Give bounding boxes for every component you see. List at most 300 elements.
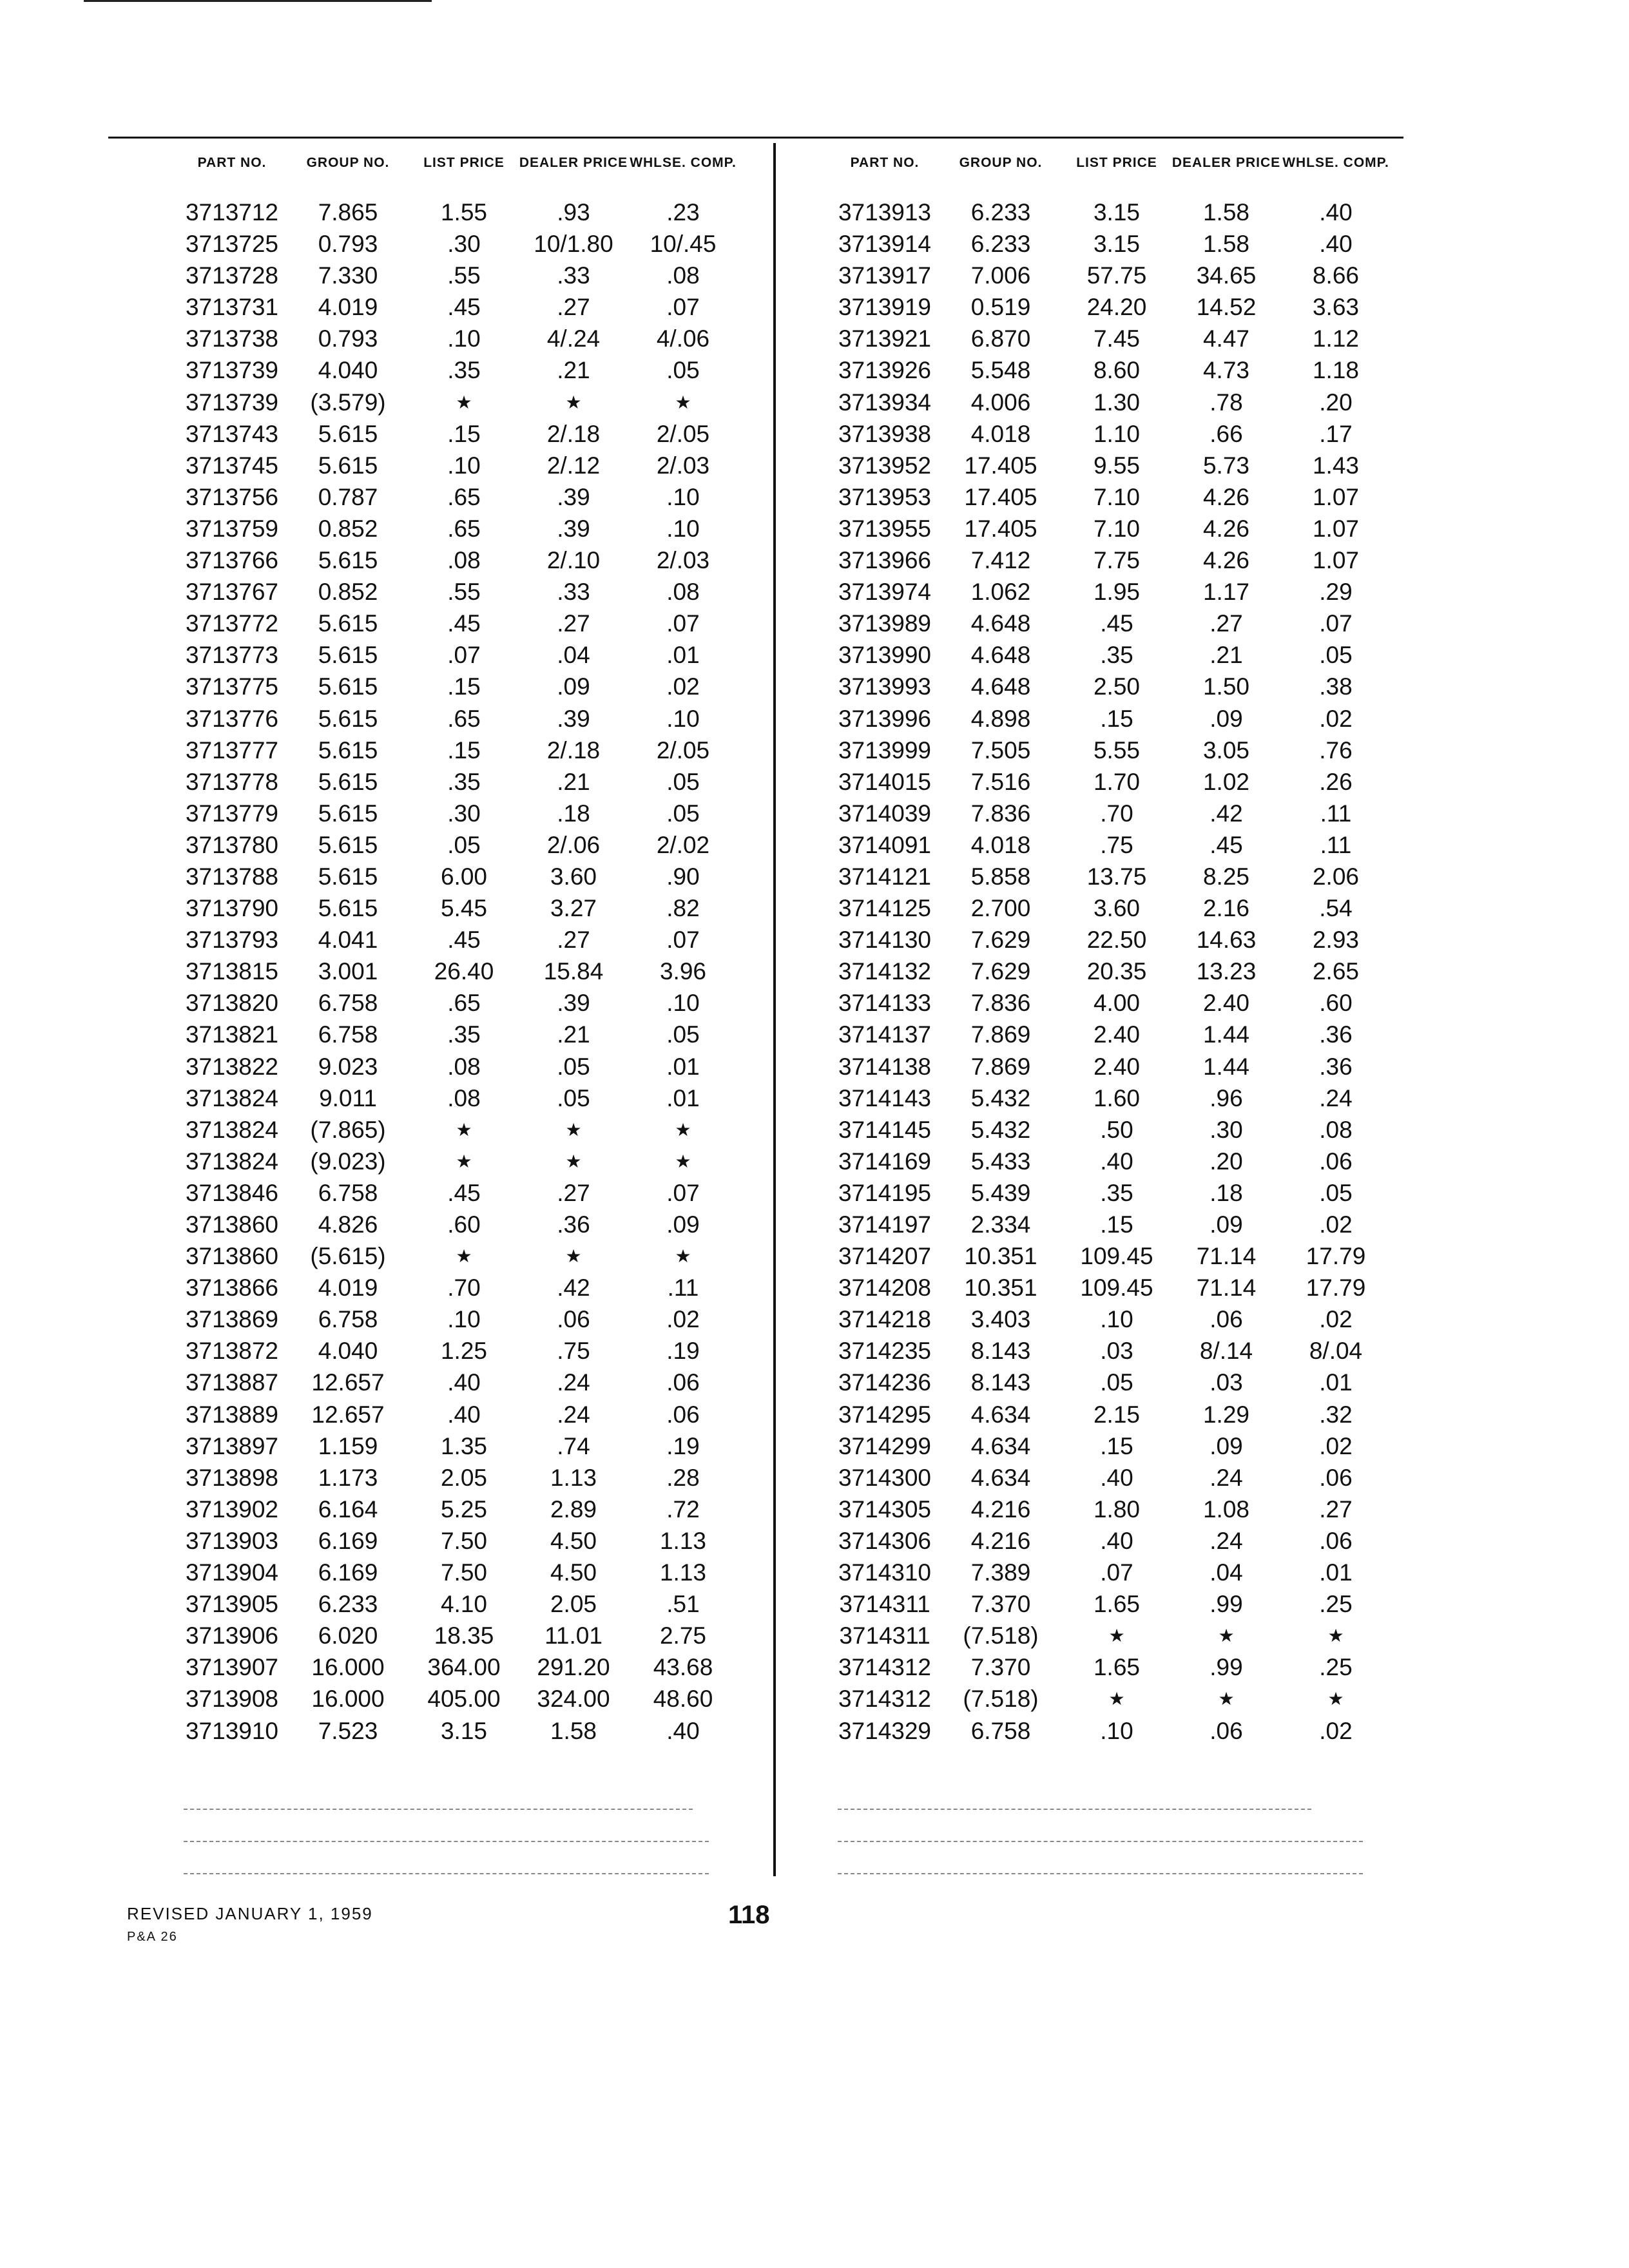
group-no-cell: 5.615 <box>318 673 378 700</box>
list-price-cell: .08 <box>447 1053 481 1080</box>
group-no-cell: (3.579) <box>310 389 386 416</box>
list-price-cell: 5.45 <box>440 895 487 922</box>
whlse-comp-cell: .08 <box>666 262 700 289</box>
blank-rule <box>184 1809 693 1810</box>
group-no-cell: 0.793 <box>318 231 378 258</box>
dealer-price-cell: .24 <box>1210 1464 1243 1491</box>
list-price-cell: 7.50 <box>440 1527 487 1554</box>
whlse-comp-cell: ★ <box>1327 1626 1344 1646</box>
part-no-cell: 3714197 <box>838 1211 932 1238</box>
group-no-cell: 5.615 <box>318 831 378 858</box>
whlse-comp-cell: .07 <box>666 1179 700 1206</box>
list-price-cell: 5.25 <box>440 1495 487 1523</box>
list-price-cell: 1.60 <box>1093 1084 1140 1111</box>
dealer-price-cell: 1.44 <box>1202 1021 1249 1048</box>
whlse-comp-cell: .06 <box>1319 1148 1353 1175</box>
group-no-cell: (7.518) <box>963 1686 1039 1713</box>
whlse-comp-cell: 1.43 <box>1312 452 1359 479</box>
part-no-cell: 3713869 <box>185 1306 279 1333</box>
dealer-price-cell: .05 <box>557 1084 590 1111</box>
whlse-comp-cell: ★ <box>675 392 691 412</box>
list-price-cell: .15 <box>1100 705 1133 732</box>
list-price-cell: ★ <box>1108 1689 1125 1709</box>
dealer-price-cell: 1.17 <box>1202 579 1249 606</box>
list-price-cell: .45 <box>447 927 481 954</box>
whlse-comp-cell: .09 <box>666 1211 700 1238</box>
blank-rule <box>838 1873 1363 1874</box>
list-price-cell: ★ <box>456 1246 472 1267</box>
list-price-cell: .75 <box>1100 831 1133 858</box>
dealer-price-cell: .09 <box>1210 1211 1243 1238</box>
list-price-cell: .45 <box>447 1179 481 1206</box>
part-no-cell: 3714138 <box>838 1053 932 1080</box>
whlse-comp-cell: ★ <box>675 1119 691 1140</box>
group-no-cell: 17.405 <box>964 515 1037 542</box>
dealer-price-cell: .39 <box>557 990 590 1017</box>
group-no-cell: 2.334 <box>970 1211 1031 1238</box>
list-price-cell: 2.50 <box>1093 673 1140 700</box>
header-list-price: LIST PRICE <box>1076 155 1157 170</box>
dealer-price-cell: 2.05 <box>550 1591 597 1618</box>
group-no-cell: 9.023 <box>318 1053 378 1080</box>
whlse-comp-cell: .19 <box>666 1432 700 1459</box>
list-price-cell: .10 <box>447 452 481 479</box>
dealer-price-cell: 14.63 <box>1196 927 1257 954</box>
part-no-cell: 3713934 <box>838 389 932 416</box>
part-no-cell: 3713955 <box>838 515 932 542</box>
list-price-cell: .40 <box>1100 1464 1133 1491</box>
part-no-cell: 3713824 <box>185 1116 279 1143</box>
dealer-price-cell: 2/.10 <box>546 547 601 574</box>
group-no-cell: 4.006 <box>970 389 1031 416</box>
dealer-price-cell: 3.05 <box>1202 736 1249 764</box>
part-no-cell: 3713908 <box>185 1686 279 1713</box>
group-no-cell: 5.615 <box>318 800 378 827</box>
group-no-cell: 6.870 <box>970 325 1031 352</box>
whlse-comp-cell: .01 <box>666 1084 700 1111</box>
part-no-cell: 3714015 <box>838 768 932 795</box>
list-price-cell: .60 <box>447 1211 481 1238</box>
dealer-price-cell: .18 <box>557 800 590 827</box>
group-no-cell: 7.505 <box>970 736 1031 764</box>
whlse-comp-cell: 8/.04 <box>1309 1338 1363 1365</box>
group-no-cell: 4.216 <box>970 1495 1031 1523</box>
dealer-price-cell: 4.26 <box>1202 483 1249 510</box>
whlse-comp-cell: .02 <box>666 1306 700 1333</box>
list-price-cell: 1.95 <box>1093 579 1140 606</box>
part-no-cell: 3713779 <box>185 800 279 827</box>
whlse-comp-cell: 8.66 <box>1312 262 1359 289</box>
dealer-price-cell: .66 <box>1210 420 1243 447</box>
list-price-cell: 3.15 <box>440 1717 487 1744</box>
dealer-price-cell: 1.13 <box>550 1464 597 1491</box>
group-no-cell: 5.432 <box>970 1116 1031 1143</box>
list-price-cell: 1.70 <box>1093 768 1140 795</box>
dealer-price-cell: 13.23 <box>1196 958 1257 985</box>
list-price-cell: 13.75 <box>1086 863 1147 890</box>
dealer-price-cell: 4/.24 <box>546 325 601 352</box>
part-no-cell: 3713917 <box>838 262 932 289</box>
group-no-cell: (7.865) <box>310 1116 386 1143</box>
list-price-cell: .35 <box>447 768 481 795</box>
dealer-price-cell: .20 <box>1210 1148 1243 1175</box>
part-no-cell: 3713989 <box>838 610 932 637</box>
dealer-price-cell: 2/.12 <box>546 452 601 479</box>
blank-rule <box>838 1841 1363 1842</box>
list-price-cell: .70 <box>1100 800 1133 827</box>
list-price-cell: .07 <box>447 642 481 669</box>
whlse-comp-cell: .07 <box>666 610 700 637</box>
dealer-price-cell: .39 <box>557 483 590 510</box>
dealer-price-cell: 1.50 <box>1202 673 1249 700</box>
list-price-cell: ★ <box>456 1151 472 1171</box>
list-price-cell: .55 <box>447 262 481 289</box>
part-no-cell: 3714312 <box>838 1686 932 1713</box>
dealer-price-cell: 1.58 <box>550 1717 597 1744</box>
part-no-cell: 3713889 <box>185 1401 279 1428</box>
dealer-price-cell: 71.14 <box>1196 1274 1257 1302</box>
group-no-cell: 4.018 <box>970 420 1031 447</box>
dealer-price-cell: .06 <box>1210 1306 1243 1333</box>
whlse-comp-cell: 2.65 <box>1312 958 1359 985</box>
group-no-cell: 5.439 <box>970 1179 1031 1206</box>
whlse-comp-cell: .25 <box>1319 1591 1353 1618</box>
part-no-cell: 3713966 <box>838 547 932 574</box>
part-no-cell: 3714169 <box>838 1148 932 1175</box>
group-no-cell: 4.216 <box>970 1527 1031 1554</box>
group-no-cell: 4.648 <box>970 610 1031 637</box>
list-price-cell: 2.05 <box>440 1464 487 1491</box>
header-group-no: GROUP NO. <box>959 155 1043 170</box>
group-no-cell: 17.405 <box>964 452 1037 479</box>
header-dealer-price: DEALER PRICE <box>1171 155 1281 170</box>
dealer-price-cell: 34.65 <box>1196 262 1257 289</box>
group-no-cell: 5.615 <box>318 452 378 479</box>
part-no-cell: 3713990 <box>838 642 932 669</box>
group-no-cell: 4.019 <box>318 1274 378 1302</box>
header-group-no: GROUP NO. <box>306 155 390 170</box>
list-price-cell: .30 <box>447 231 481 258</box>
whlse-comp-cell: 2/.02 <box>656 831 710 858</box>
whlse-comp-cell: 2.93 <box>1312 927 1359 954</box>
part-no-cell: 3713906 <box>185 1622 279 1649</box>
whlse-comp-cell: .10 <box>666 705 700 732</box>
whlse-comp-cell: .26 <box>1319 768 1353 795</box>
dealer-price-cell: .09 <box>1210 705 1243 732</box>
part-no-cell: 3714091 <box>838 831 932 858</box>
list-price-cell: 109.45 <box>1080 1243 1153 1270</box>
whlse-comp-cell: 3.63 <box>1312 294 1359 321</box>
group-no-cell: 5.615 <box>318 768 378 795</box>
part-no-cell: 3714306 <box>838 1527 932 1554</box>
group-no-cell: 4.826 <box>318 1211 378 1238</box>
dealer-price-cell: .42 <box>557 1274 590 1302</box>
dealer-price-cell: 8.25 <box>1202 863 1249 890</box>
part-no-cell: 3713776 <box>185 705 279 732</box>
part-no-cell: 3713866 <box>185 1274 279 1302</box>
whlse-comp-cell: 17.79 <box>1306 1274 1366 1302</box>
group-no-cell: 6.020 <box>318 1622 378 1649</box>
list-price-cell: .45 <box>447 610 481 637</box>
dealer-price-cell: .39 <box>557 705 590 732</box>
part-no-cell: 3713725 <box>185 231 279 258</box>
column-divider <box>773 143 776 1876</box>
part-no-cell: 3714329 <box>838 1717 932 1744</box>
dealer-price-cell: 3.27 <box>550 895 597 922</box>
dealer-price-cell: 4.50 <box>550 1559 597 1586</box>
list-price-cell: .40 <box>1100 1148 1133 1175</box>
list-price-cell: 7.45 <box>1093 325 1140 352</box>
group-no-cell: 1.173 <box>318 1464 378 1491</box>
group-no-cell: 7.629 <box>970 927 1031 954</box>
whlse-comp-cell: .90 <box>666 863 700 890</box>
part-no-cell: 3713898 <box>185 1464 279 1491</box>
part-no-cell: 3713772 <box>185 610 279 637</box>
dealer-price-cell: ★ <box>1218 1626 1235 1646</box>
group-no-cell: 7.865 <box>318 199 378 226</box>
dealer-price-cell: .96 <box>1210 1084 1243 1111</box>
part-no-cell: 3713712 <box>185 199 279 226</box>
whlse-comp-cell: .60 <box>1319 990 1353 1017</box>
part-no-cell: 3713788 <box>185 863 279 890</box>
part-no-cell: 3713739 <box>185 389 279 416</box>
whlse-comp-cell: .05 <box>1319 1179 1353 1206</box>
whlse-comp-cell: .82 <box>666 895 700 922</box>
list-price-cell: .35 <box>447 357 481 384</box>
whlse-comp-cell: .05 <box>666 768 700 795</box>
part-no-cell: 3713952 <box>838 452 932 479</box>
part-no-cell: 3713993 <box>838 673 932 700</box>
part-no-cell: 3713815 <box>185 958 279 985</box>
list-price-cell: 1.30 <box>1093 389 1140 416</box>
list-price-cell: .40 <box>447 1369 481 1396</box>
whlse-comp-cell: 1.13 <box>659 1559 706 1586</box>
header-list-price: LIST PRICE <box>423 155 505 170</box>
group-no-cell: 7.330 <box>318 262 378 289</box>
dealer-price-cell: .93 <box>557 199 590 226</box>
whlse-comp-cell: .06 <box>1319 1464 1353 1491</box>
dealer-price-cell: .03 <box>1210 1369 1243 1396</box>
list-price-cell: .65 <box>447 990 481 1017</box>
dealer-price-cell: .04 <box>1210 1559 1243 1586</box>
group-no-cell: 4.648 <box>970 673 1031 700</box>
group-no-cell: 4.634 <box>970 1401 1031 1428</box>
whlse-comp-cell: .10 <box>666 483 700 510</box>
whlse-comp-cell: 2/.03 <box>656 547 710 574</box>
header-part-no: PART NO. <box>197 155 267 170</box>
whlse-comp-cell: .29 <box>1319 579 1353 606</box>
dealer-price-cell: ★ <box>565 1119 582 1140</box>
page-number: 118 <box>728 1901 770 1929</box>
whlse-comp-cell: 1.07 <box>1312 515 1359 542</box>
blank-rule <box>184 1841 709 1842</box>
part-no-cell: 3714310 <box>838 1559 932 1586</box>
whlse-comp-cell: ★ <box>675 1151 691 1171</box>
group-no-cell: 5.858 <box>970 863 1031 890</box>
dealer-price-cell: .21 <box>1210 642 1243 669</box>
dealer-price-cell: 2/.18 <box>546 420 601 447</box>
list-price-cell: 57.75 <box>1086 262 1147 289</box>
whlse-comp-cell: .01 <box>1319 1369 1353 1396</box>
list-price-cell: .03 <box>1100 1338 1133 1365</box>
group-no-cell: 5.615 <box>318 705 378 732</box>
group-no-cell: 17.405 <box>964 483 1037 510</box>
part-no-cell: 3714295 <box>838 1401 932 1428</box>
whlse-comp-cell: .17 <box>1319 420 1353 447</box>
part-no-cell: 3713938 <box>838 420 932 447</box>
group-no-cell: 6.758 <box>970 1717 1031 1744</box>
part-no-cell: 3714195 <box>838 1179 932 1206</box>
list-price-cell: 7.10 <box>1093 515 1140 542</box>
part-no-cell: 3714236 <box>838 1369 932 1396</box>
whlse-comp-cell: 3.96 <box>659 958 706 985</box>
list-price-cell: 7.10 <box>1093 483 1140 510</box>
part-no-cell: 3714300 <box>838 1464 932 1491</box>
list-price-cell: 3.15 <box>1093 231 1140 258</box>
whlse-comp-cell: .38 <box>1319 673 1353 700</box>
dealer-price-cell: ★ <box>565 1246 582 1267</box>
whlse-comp-cell: .06 <box>666 1369 700 1396</box>
whlse-comp-cell: .40 <box>1319 231 1353 258</box>
dealer-price-cell: 2/.18 <box>546 736 601 764</box>
group-no-cell: 7.516 <box>970 768 1031 795</box>
part-no-cell: 3713999 <box>838 736 932 764</box>
group-no-cell: 0.787 <box>318 483 378 510</box>
dealer-price-cell: .09 <box>1210 1432 1243 1459</box>
list-price-cell: 5.55 <box>1093 736 1140 764</box>
group-no-cell: 6.758 <box>318 1021 378 1048</box>
group-no-cell: 7.836 <box>970 800 1031 827</box>
whlse-comp-cell: .11 <box>1320 800 1352 827</box>
part-no-cell: 3713919 <box>838 294 932 321</box>
part-no-cell: 3713767 <box>185 579 279 606</box>
dealer-price-cell: .06 <box>1210 1717 1243 1744</box>
whlse-comp-cell: .10 <box>666 515 700 542</box>
dealer-price-cell: .09 <box>557 673 590 700</box>
part-no-cell: 3713846 <box>185 1179 279 1206</box>
dealer-price-cell: ★ <box>565 392 582 412</box>
list-price-cell: 1.35 <box>440 1432 487 1459</box>
whlse-comp-cell: .05 <box>666 357 700 384</box>
dealer-price-cell: 1.58 <box>1202 199 1249 226</box>
part-no-cell: 3713887 <box>185 1369 279 1396</box>
whlse-comp-cell: 1.07 <box>1312 483 1359 510</box>
list-price-cell: 18.35 <box>434 1622 494 1649</box>
part-no-cell: 3713860 <box>185 1243 279 1270</box>
group-no-cell: 1.062 <box>970 579 1031 606</box>
part-no-cell: 3713921 <box>838 325 932 352</box>
list-price-cell: .70 <box>447 1274 481 1302</box>
part-no-cell: 3713773 <box>185 642 279 669</box>
list-price-cell: .65 <box>447 705 481 732</box>
list-price-cell: 9.55 <box>1093 452 1140 479</box>
dealer-price-cell: .27 <box>557 927 590 954</box>
group-no-cell: 4.648 <box>970 642 1031 669</box>
group-no-cell: 5.615 <box>318 736 378 764</box>
part-no-cell: 3713777 <box>185 736 279 764</box>
dealer-price-cell: .21 <box>557 357 590 384</box>
whlse-comp-cell: .23 <box>666 199 700 226</box>
list-price-cell: .10 <box>1100 1306 1133 1333</box>
group-no-cell: 5.432 <box>970 1084 1031 1111</box>
group-no-cell: 7.006 <box>970 262 1031 289</box>
dealer-price-cell: 4.73 <box>1202 357 1249 384</box>
dealer-price-cell: .33 <box>557 579 590 606</box>
whlse-comp-cell: 10/.45 <box>650 231 717 258</box>
group-no-cell: 4.019 <box>318 294 378 321</box>
group-no-cell: 5.615 <box>318 895 378 922</box>
dealer-price-cell: .27 <box>557 610 590 637</box>
dealer-price-cell: 15.84 <box>543 958 604 985</box>
group-no-cell: 0.519 <box>970 294 1031 321</box>
dealer-price-cell: ★ <box>1218 1689 1235 1709</box>
group-no-cell: 0.852 <box>318 579 378 606</box>
part-no-cell: 3713926 <box>838 357 932 384</box>
dealer-price-cell: 4.26 <box>1202 547 1249 574</box>
whlse-comp-cell: .02 <box>666 673 700 700</box>
list-price-cell: 2.40 <box>1093 1021 1140 1048</box>
group-no-cell: 7.869 <box>970 1021 1031 1048</box>
list-price-cell: .07 <box>1100 1559 1133 1586</box>
part-no-cell: 3714235 <box>838 1338 932 1365</box>
top-edge-line <box>84 0 432 2</box>
whlse-comp-cell: .02 <box>1319 1306 1353 1333</box>
group-no-cell: 6.169 <box>318 1559 378 1586</box>
list-price-cell: .08 <box>447 547 481 574</box>
dealer-price-cell: 4.50 <box>550 1527 597 1554</box>
part-no-cell: 3713897 <box>185 1432 279 1459</box>
part-no-cell: 3713902 <box>185 1495 279 1523</box>
dealer-price-cell: .18 <box>1210 1179 1243 1206</box>
whlse-comp-cell: .24 <box>1319 1084 1353 1111</box>
header-part-no: PART NO. <box>850 155 920 170</box>
list-price-cell: .08 <box>447 1084 481 1111</box>
group-no-cell: 6.758 <box>318 1179 378 1206</box>
part-no-cell: 3713974 <box>838 579 932 606</box>
part-no-cell: 3714311 <box>839 1591 930 1618</box>
list-price-cell: 1.80 <box>1093 1495 1140 1523</box>
group-no-cell: (5.615) <box>310 1243 386 1270</box>
group-no-cell: 4.898 <box>970 705 1031 732</box>
whlse-comp-cell: .02 <box>1319 1211 1353 1238</box>
group-no-cell: 9.011 <box>319 1084 377 1111</box>
whlse-comp-cell: .76 <box>1319 736 1353 764</box>
group-no-cell: 1.159 <box>318 1432 378 1459</box>
whlse-comp-cell: .08 <box>1319 1116 1353 1143</box>
group-no-cell: 7.869 <box>970 1053 1031 1080</box>
part-no-cell: 3713903 <box>185 1527 279 1554</box>
list-price-cell: 20.35 <box>1086 958 1147 985</box>
part-no-cell: 3713759 <box>185 515 279 542</box>
header-dealer-price: DEALER PRICE <box>519 155 628 170</box>
dealer-price-cell: .27 <box>557 1179 590 1206</box>
dealer-price-cell: .05 <box>557 1053 590 1080</box>
group-no-cell: 4.018 <box>970 831 1031 858</box>
group-no-cell: 6.758 <box>318 990 378 1017</box>
whlse-comp-cell: 17.79 <box>1306 1243 1366 1270</box>
dealer-price-cell: .99 <box>1210 1654 1243 1681</box>
group-no-cell: 6.164 <box>318 1495 378 1523</box>
whlse-comp-cell: .06 <box>666 1401 700 1428</box>
list-price-cell: 2.40 <box>1093 1053 1140 1080</box>
blank-rule <box>184 1873 709 1874</box>
list-price-cell: .50 <box>1100 1116 1133 1143</box>
header-rule <box>108 137 1403 139</box>
dealer-price-cell: 4.47 <box>1202 325 1249 352</box>
whlse-comp-cell: .05 <box>1319 642 1353 669</box>
whlse-comp-cell: .36 <box>1319 1053 1353 1080</box>
group-no-cell: 8.143 <box>970 1338 1031 1365</box>
